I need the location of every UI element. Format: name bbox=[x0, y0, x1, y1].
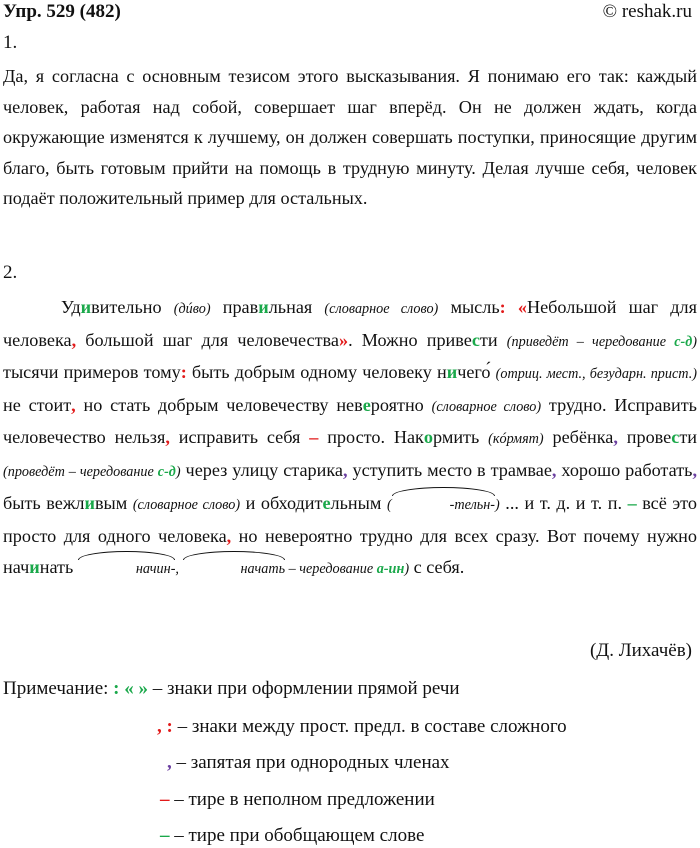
note-marks-complex: , : bbox=[157, 716, 173, 737]
section-1-number: 1. bbox=[3, 32, 18, 53]
note-text-complex: – знаки между прост. предл. в составе сложного bbox=[177, 716, 567, 737]
note-text-generalizing: – тире при обобщающем слове bbox=[174, 825, 425, 846]
note-marks-incomplete: – bbox=[160, 789, 170, 810]
note-text-direct-speech: – знаки при оформлении прямой речи bbox=[152, 678, 460, 699]
citation: (Д. Лихачёв) bbox=[589, 640, 692, 661]
source-label: © reshak.ru bbox=[602, 1, 692, 22]
note-row-3 bbox=[167, 752, 450, 774]
note-marks-direct-speech: : « » bbox=[113, 678, 148, 699]
note-marks-generalizing: – bbox=[160, 825, 170, 846]
note-text-homogeneous: – запятая при однородных членах bbox=[176, 752, 450, 773]
note-row-4 bbox=[160, 789, 435, 811]
note-label: Примечание: bbox=[3, 678, 109, 699]
note-row-1 bbox=[3, 678, 460, 700]
section-2-text: Удивительно (дúво) правильная (словарное слово) мысль: «Небольшой шаг для человека, большой шаг для человечества». Можно привести (приведёт – чередование с-д) тысячи примеров тому: быть добрым одному человеку ничего́ (отриц. мест., безударн. прист.) не стоит, но стать добрым человечеству невероятно (словарное слово) трудно. Исправить человечество нельзя, исправить себя – просто. Накормить (кóрмят) ребёнка, провести (проведёт – чередование с-д) через улицу старика, уступить место в трамвае, хорошо работать, быть вежливым (словарное слово) и обходительным ( -тельн-) ... и т. д. и т. п. – всё это просто для одного человека, но невероятно трудно для всех сразу. Вот почему нужно начинать начин-, начать – чередование а-ин) с себя. bbox=[3, 292, 697, 585]
note-row-2 bbox=[157, 716, 567, 738]
note-row-5 bbox=[160, 825, 424, 847]
section-2-number: 2. bbox=[3, 262, 18, 283]
section-1-text: Да, я согласна с основным тезисом этого высказывания. Я понимаю его так: каждый человек, работая над собой, совершает шаг вперёд. Он не должен ждать, когда окружающие изменятся к лучшему, он должен совершать поступки, приносящие другим благо, быть готовым прийти на помощь в трудную минуту. Делая лучше себя, человек подаёт положительный пример для остальных. bbox=[3, 66, 697, 208]
note-marks-homogeneous: , bbox=[167, 752, 172, 773]
note-text-incomplete: – тире в неполном предложении bbox=[174, 789, 435, 810]
exercise-title: Упр. 529 (482) bbox=[3, 1, 121, 22]
